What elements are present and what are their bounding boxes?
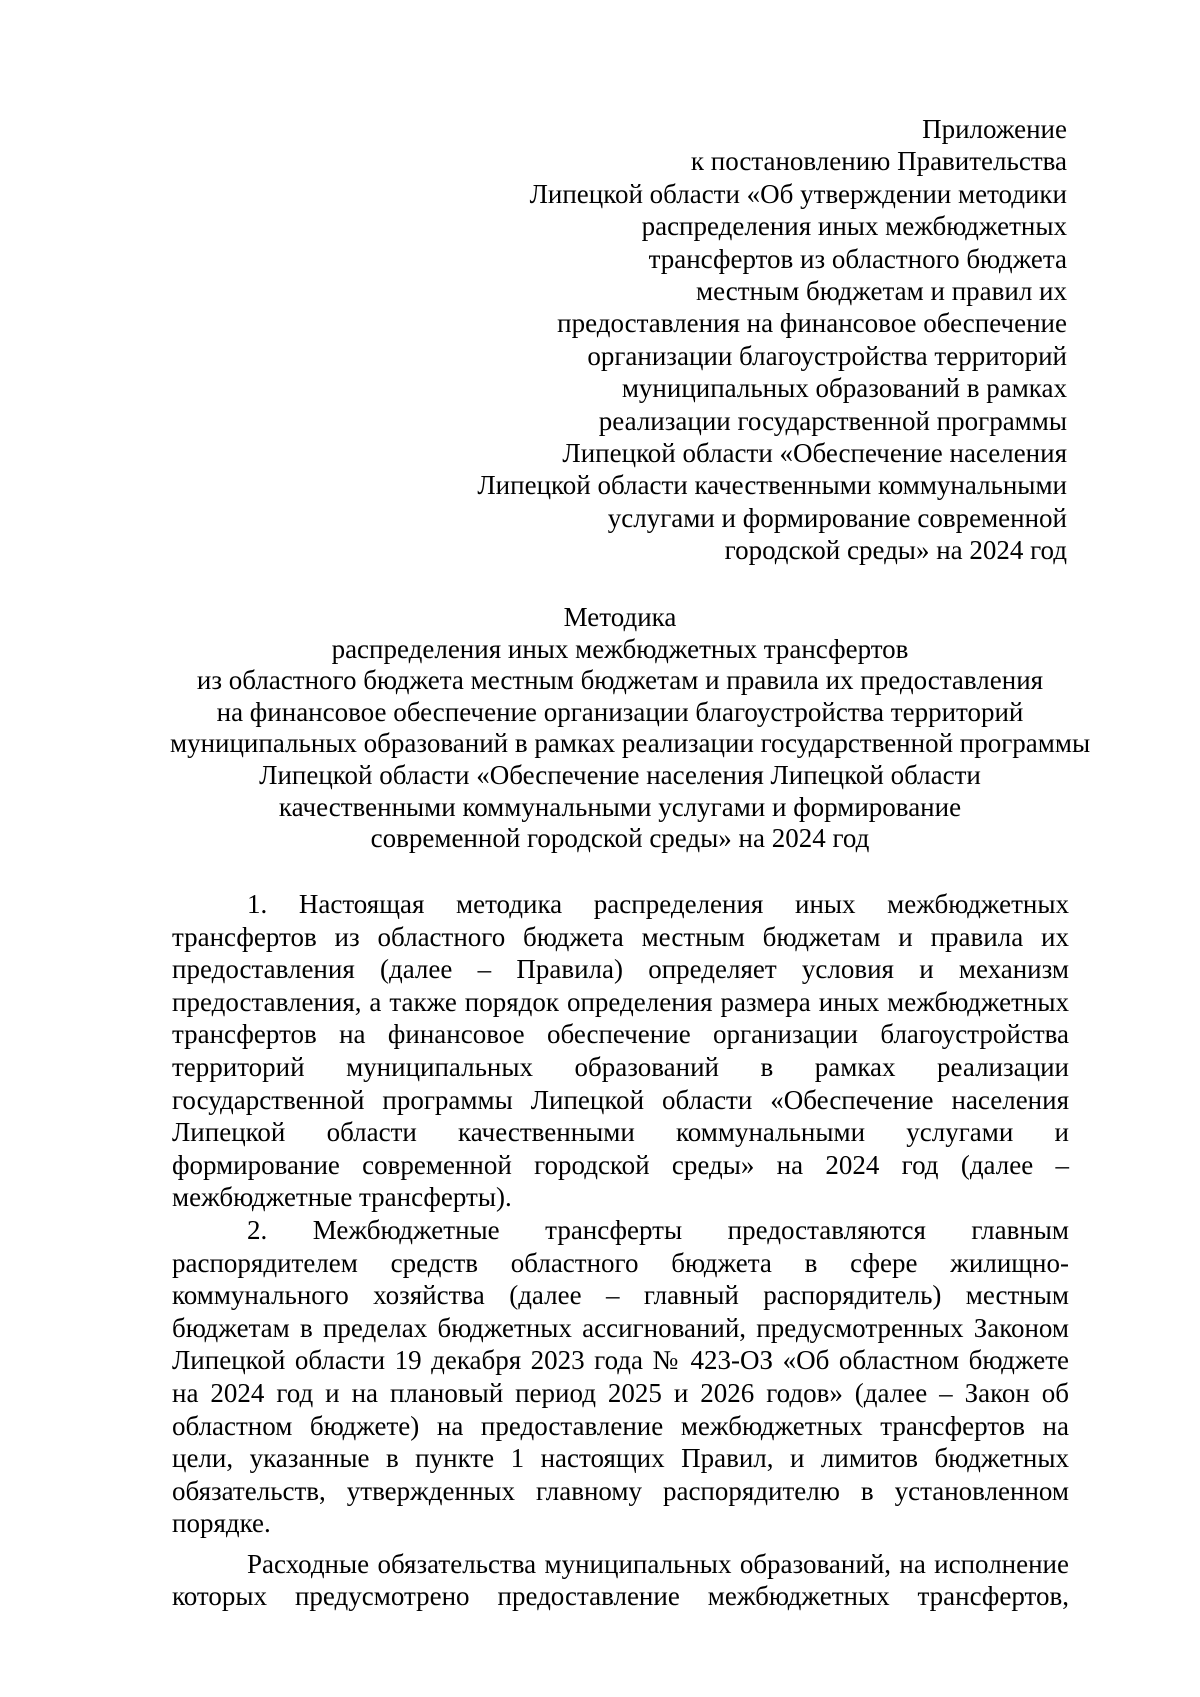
body-paragraph: 2. Межбюджетные трансферты предоставляются главным распорядителем средств областного бюджета в сфере жилищно-коммунального хозяйства (далее – главный распорядитель) местным бюджетам в пределах бюджетных ассигнований, предусмотренных Законом Липецкой области 19 декабря 2023 года № 423-ОЗ «Об областном бюджете на 2024 год и на плановый период 2025 и 2026 годов» (далее – Закон об областном бюджете) на предоставление межбюджетных трансфертов на цели, указанные в пункте 1 настоящих Правил, и лимитов бюджетных обязательств, утвержденных главному распорядителю в установленном порядке. (172, 1214, 1069, 1539)
document-body (172, 888, 1069, 1613)
appendix-line: к постановлению Правительства (690, 146, 1067, 177)
title-line: Методика (563, 602, 677, 632)
appendix-line: Липецкой области «Обеспечение населения (562, 438, 1067, 469)
appendix-line: услугами и формирование современной (607, 502, 1067, 533)
appendix-line: местным бюджетам и правил их (696, 276, 1067, 307)
body-paragraph: Расходные обязательства муниципальных образований, на исполнение которых предусмотрено предоставление межбюджетных трансфертов, (172, 1548, 1069, 1612)
appendix-line: Липецкой области качественными коммунальными (477, 470, 1067, 501)
appendix-line: организации благоустройства территорий (587, 340, 1067, 371)
title-line: качественными коммунальными услугами и формирование (278, 791, 962, 822)
appendix-line: Липецкой области «Об утверждении методики (529, 178, 1067, 209)
appendix-line: реализации государственной программы (598, 405, 1067, 436)
title-line: из областного бюджета местным бюджетам и правила их предоставления (196, 665, 1044, 696)
title-line: муниципальных образований в рамках реализации государственной программы (170, 728, 1091, 759)
appendix-line: трансфертов из областного бюджета (648, 243, 1067, 274)
title-line: современной городской среды» на 2024 год (370, 823, 870, 854)
appendix-line: Приложение (922, 114, 1067, 144)
title-line: Липецкой области «Обеспечение населения Липецкой области (259, 759, 981, 790)
appendix-line: распределения иных межбюджетных (641, 211, 1067, 242)
appendix-line: предоставления на финансовое обеспечение (557, 308, 1067, 339)
body-paragraph: 1. Настоящая методика распределения иных межбюджетных трансфертов из областного бюджета местным бюджетам и правила их предоставления (далее – Правила) определяет условия и механизм предоставления, а также порядок определения размера иных межбюджетных трансфертов на финансовое обеспечение организации благоустройства территорий муниципальных образований в рамках реализации государственной программы Липецкой области «Обеспечение населения Липецкой области качественными коммунальными услугами и формирование современной городской среды» на 2024 год (далее – межбюджетные трансферты). (172, 889, 1069, 1213)
title-line: распределения иных межбюджетных трансфертов (331, 633, 909, 664)
appendix-line: муниципальных образований в рамках (621, 373, 1067, 404)
appendix-line: городской среды» на 2024 год (724, 535, 1067, 566)
title-line: на финансовое обеспечение организации благоустройства территорий (216, 696, 1024, 727)
appendix-header (367, 113, 1067, 567)
document-title (170, 602, 1091, 855)
